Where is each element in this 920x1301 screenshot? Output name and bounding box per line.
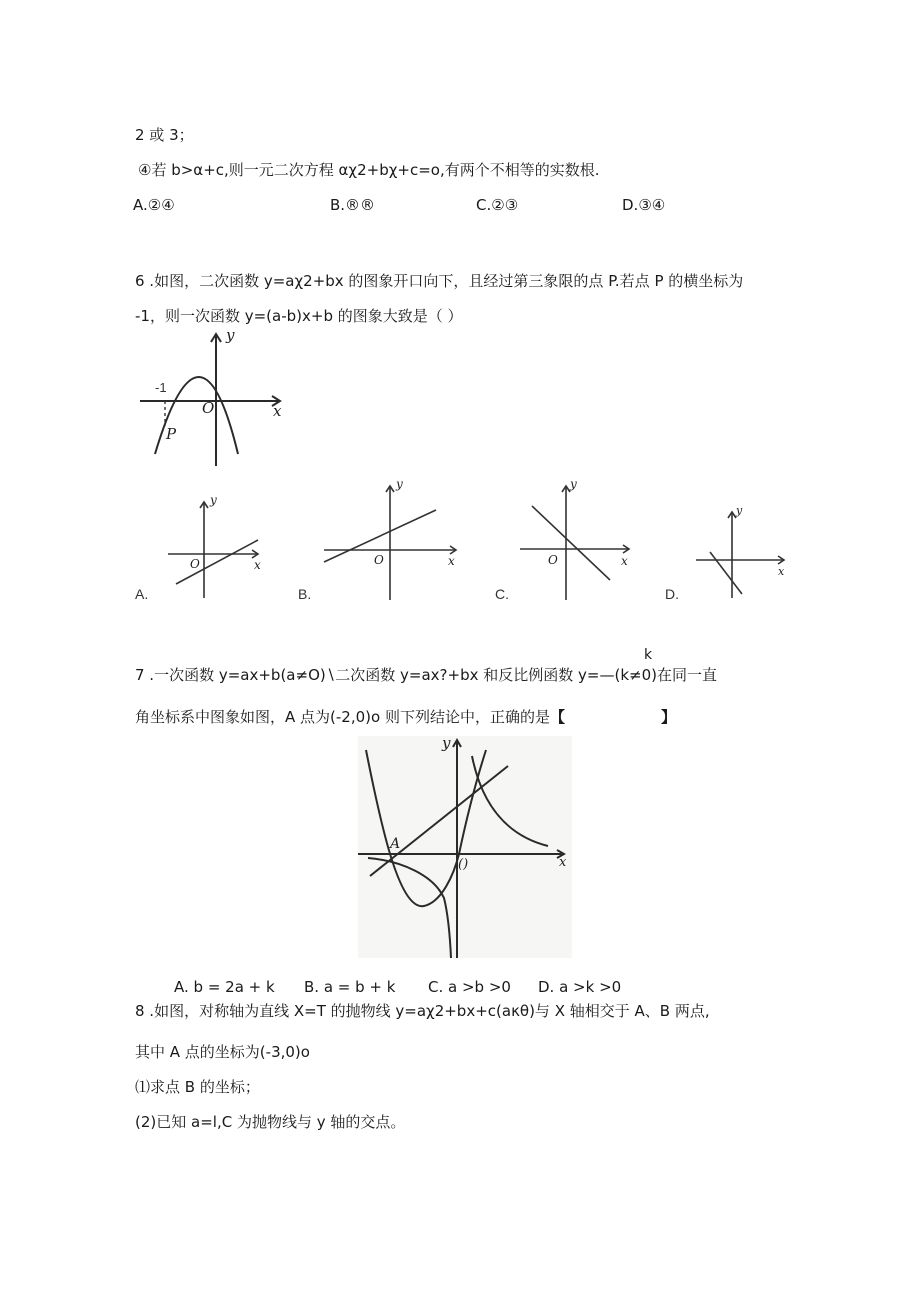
parabola [366, 750, 486, 906]
q5-option-a: A.②④ [133, 196, 175, 214]
q7-option-d: D. a >k >0 [538, 978, 622, 996]
linear-function [370, 766, 508, 876]
origin-label: O [374, 553, 384, 567]
option-letter: D. [665, 586, 679, 602]
q7-graph [358, 736, 572, 958]
origin-label: () [458, 857, 469, 872]
line-d [710, 552, 742, 594]
q7-option-b: B. a = b + k [304, 978, 396, 996]
q6-option-d-graph [662, 502, 792, 604]
x-label: x [448, 554, 455, 568]
q6-main-graph [138, 326, 288, 471]
point-a-label: A [390, 836, 401, 852]
q7-stem-line2-text: 角坐标系中图象如图，A 点为(-2,0)o 则下列结论中，正确的是 [135, 708, 550, 726]
q8-stem-line2: 其中 A 点的坐标为(-3,0)o [135, 1043, 310, 1061]
q7-stem-line1: 7 .一次函数 y=ax+b(a≠O)∖二次函数 y=ax?+bx 和反比例函数 y=—(k≠0)在同一直 [135, 666, 717, 684]
option-letter: A. [135, 586, 149, 602]
origin-label: O [202, 399, 215, 417]
origin-label: O [190, 557, 200, 571]
option-letter: B. [298, 586, 312, 602]
q6-stem-line2: -1，则一次函数 y=(a-b)x+b 的图象大致是（ ） [135, 307, 463, 325]
y-label: y [396, 477, 403, 491]
y-label: y [736, 504, 743, 517]
hyperbola-lower [368, 858, 451, 958]
origin-label: O [548, 553, 558, 567]
y-label: y [442, 734, 451, 752]
x-label: x [621, 554, 628, 568]
x-label: x [273, 402, 282, 420]
answer-bracket-right: 】 [660, 708, 676, 726]
q6-option-a-graph [130, 492, 270, 604]
q7-option-c: C. a >b >0 [428, 978, 511, 996]
x-label: x [559, 855, 567, 870]
y-label: y [570, 477, 577, 491]
q8-stem-line1: 8 .如图，对称轴为直线 X=T 的抛物线 y=aχ2+bx+c(aκθ)与 X 轴相交于 A、B 两点, [135, 1002, 710, 1020]
q5-option-c: C.②③ [476, 196, 519, 214]
x-label: x [254, 558, 261, 572]
q8-part-2: (2)已知 a=l,C 为抛物线与 y 轴的交点。 [135, 1113, 406, 1131]
q5-line-a: 2 或 3； [135, 126, 194, 144]
q6-option-c-graph [492, 478, 637, 604]
q6-stem-line1: 6 .如图，二次函数 y=aχ2+bx 的图象开口向下，且经过第三象限的点 P.若点 P 的横坐标为 [135, 272, 744, 290]
answer-bracket-left: 【 [549, 708, 565, 726]
y-label: y [226, 326, 235, 344]
hyperbola-upper [472, 756, 548, 846]
q6-option-b-graph [294, 478, 464, 604]
q5-option-b: B.®® [330, 196, 376, 214]
q7-fraction-k: k [644, 647, 653, 663]
x-label: x [778, 565, 785, 578]
q7-stem-line2 [135, 708, 676, 726]
q5-line-b: ④若 b>α+c,则一元二次方程 αχ2+bχ+c=o,有两个不相等的实数根. [138, 161, 600, 179]
option-letter: C. [495, 586, 509, 602]
point-p-label: P [166, 425, 177, 443]
q8-part-1: ⑴求点 B 的坐标； [135, 1078, 260, 1096]
line-a [176, 540, 258, 584]
line-c [532, 506, 610, 580]
tick-minus-one: -1 [155, 380, 167, 395]
q7-option-a: A. b = 2a + k [174, 978, 275, 996]
q5-option-d: D.③④ [622, 196, 666, 214]
y-label: y [210, 493, 217, 507]
